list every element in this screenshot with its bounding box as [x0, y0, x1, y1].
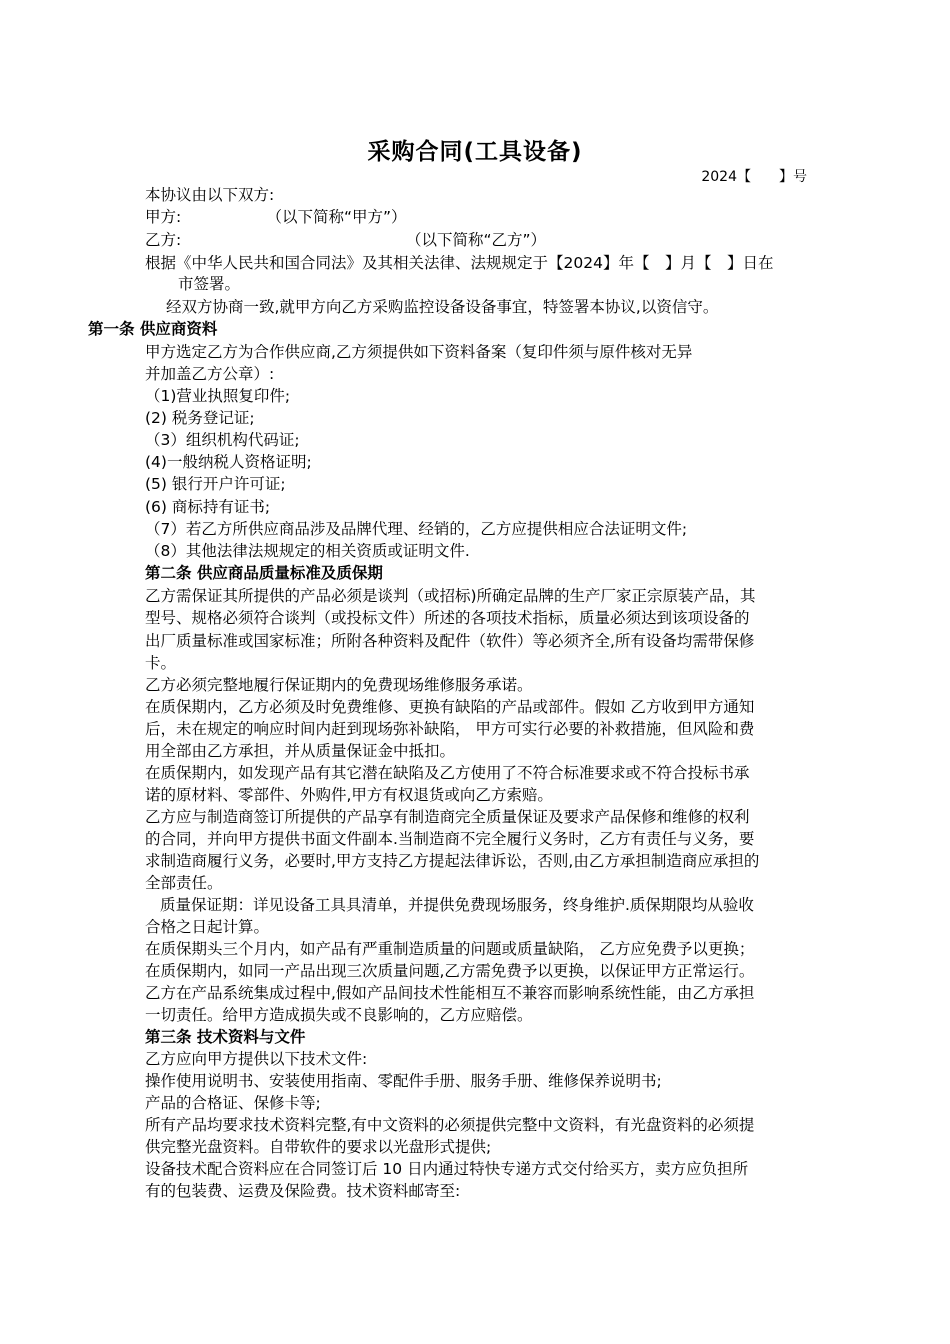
text-line: 在质保期内，如同一产品出现三次质量问题,乙方需免费予以更换，以保证甲方正常运行。	[145, 962, 755, 980]
text-line: 的合同，并向甲方提供书面文件副本.当制造商不完全履行义务时，乙方有责任与义务，要	[145, 830, 755, 848]
text-line: 一切责任。给甲方造成损失或不良影响的，乙方应赔偿。	[145, 1006, 533, 1024]
text-line: （3）组织机构代码证;	[145, 431, 300, 449]
text-line: 所有产品均要求技术资料完整,有中文资料的必须提供完整中文资料，有光盘资料的必须提	[145, 1116, 755, 1134]
text-line: 在质保期内，乙方必须及时免费维修、更换有缺陷的产品或部件。假如 乙方收到甲方通知	[145, 698, 755, 716]
text-line: （7）若乙方所供应商品涉及品牌代理、经销的，乙方应提供相应合法证明文件;	[145, 520, 688, 538]
text-line: 乙方在产品系统集成过程中,假如产品间技术性能相互不兼容而影响系统性能，由乙方承担	[145, 984, 755, 1002]
section-heading: 第三条 技术资料与文件	[145, 1028, 306, 1046]
text-line: 甲方: （以下简称“甲方”）	[145, 208, 407, 226]
text-line: 市签署。	[178, 275, 241, 293]
text-line: 型号、规格必须符合谈判（或投标文件）所述的各项技术指标，质量必须达到该项设备的	[145, 609, 750, 627]
text-line: 有的包装费、运费及保险费。技术资料邮寄至:	[145, 1182, 461, 1200]
text-line: 全部责任。	[145, 874, 223, 892]
text-line: 操作使用说明书、安装使用指南、零配件手册、服务手册、维修保养说明书;	[145, 1072, 662, 1090]
text-line: 乙方应向甲方提供以下技术文件:	[145, 1050, 368, 1068]
document-title: 采购合同(工具设备)	[367, 139, 583, 165]
text-line: 产品的合格证、保修卡等;	[145, 1094, 321, 1112]
text-line: 出厂质量标准或国家标准；所附各种资料及配件（软件）等必须齐全,所有设备均需带保修	[145, 632, 755, 650]
text-line: 经双方协商一致,就甲方向乙方采购监控设备设备事宜，特签署本协议,以资信守。	[166, 298, 719, 316]
text-line: 并加盖乙方公章）:	[145, 365, 275, 383]
text-line: 后，未在规定的响应时间内赶到现场弥补缺陷， 甲方可实行必要的补救措施，但风险和费	[145, 720, 755, 738]
text-line: 用全部由乙方承担，并从质量保证金中抵扣。	[145, 742, 456, 760]
text-line: 乙方需保证其所提供的产品必须是谈判（或招标)所确定品牌的生产厂家正宗原装产品，其	[145, 587, 756, 605]
text-line: 本协议由以下双方:	[145, 186, 275, 204]
text-line: 甲方选定乙方为合作供应商,乙方须提供如下资料备案（复印件须与原件核对无异	[145, 343, 693, 361]
text-line: 卡。	[145, 654, 177, 672]
text-line: 求制造商履行义务，必要时,甲方支持乙方提起法律诉讼，否则,由乙方承担制造商应承担的	[145, 852, 760, 870]
text-line: 合格之日起计算。	[145, 918, 270, 936]
text-line: 在质保期头三个月内，如产品有严重制造质量的问题或质量缺陷， 乙方应免费予以更换；	[145, 940, 755, 958]
text-line: 乙方应与制造商签订所提供的产品享有制造商完全质量保证及要求产品保修和维修的权利	[145, 808, 750, 826]
text-line: (5) 银行开户许可证;	[145, 475, 286, 493]
text-line: 质量保证期：详见设备工具具清单，并提供免费现场服务，终身维护.质保期限均从验收	[160, 896, 754, 914]
text-line: 根据《中华人民共和国合同法》及其相关法律、法规规定于【2024】年【 】月【 】日在	[145, 254, 774, 272]
text-line: 供完整光盘资料。自带软件的要求以光盘形式提供;	[145, 1138, 492, 1156]
text-line: （8）其他法律法规规定的相关资质或证明文件.	[145, 542, 470, 560]
text-line: (6) 商标持有证书;	[145, 498, 271, 516]
text-line: (2) 税务登记证;	[145, 409, 255, 427]
text-line: （1)营业执照复印件;	[145, 387, 291, 405]
document-number: 2024【 】号	[701, 169, 807, 185]
text-line: (4)一般纳税人资格证明;	[145, 453, 312, 471]
section-heading: 第一条 供应商资料	[88, 320, 218, 338]
text-line: 乙方: （以下简称“乙方”）	[145, 231, 547, 249]
text-line: 设备技术配合资料应在合同签订后 10 日内通过特快专递方式交付给买方，卖方应负担所	[145, 1160, 749, 1178]
section-heading: 第二条 供应商品质量标准及质保期	[145, 564, 383, 582]
text-line: 乙方必须完整地履行保证期内的免费现场维修服务承诺。	[145, 676, 533, 694]
text-line: 在质保期内，如发现产品有其它潜在缺陷及乙方使用了不符合标准要求或不符合投标书承	[145, 764, 750, 782]
text-line: 诺的原材料、零部件、外购件,甲方有权退货或向乙方索赔。	[145, 786, 553, 804]
